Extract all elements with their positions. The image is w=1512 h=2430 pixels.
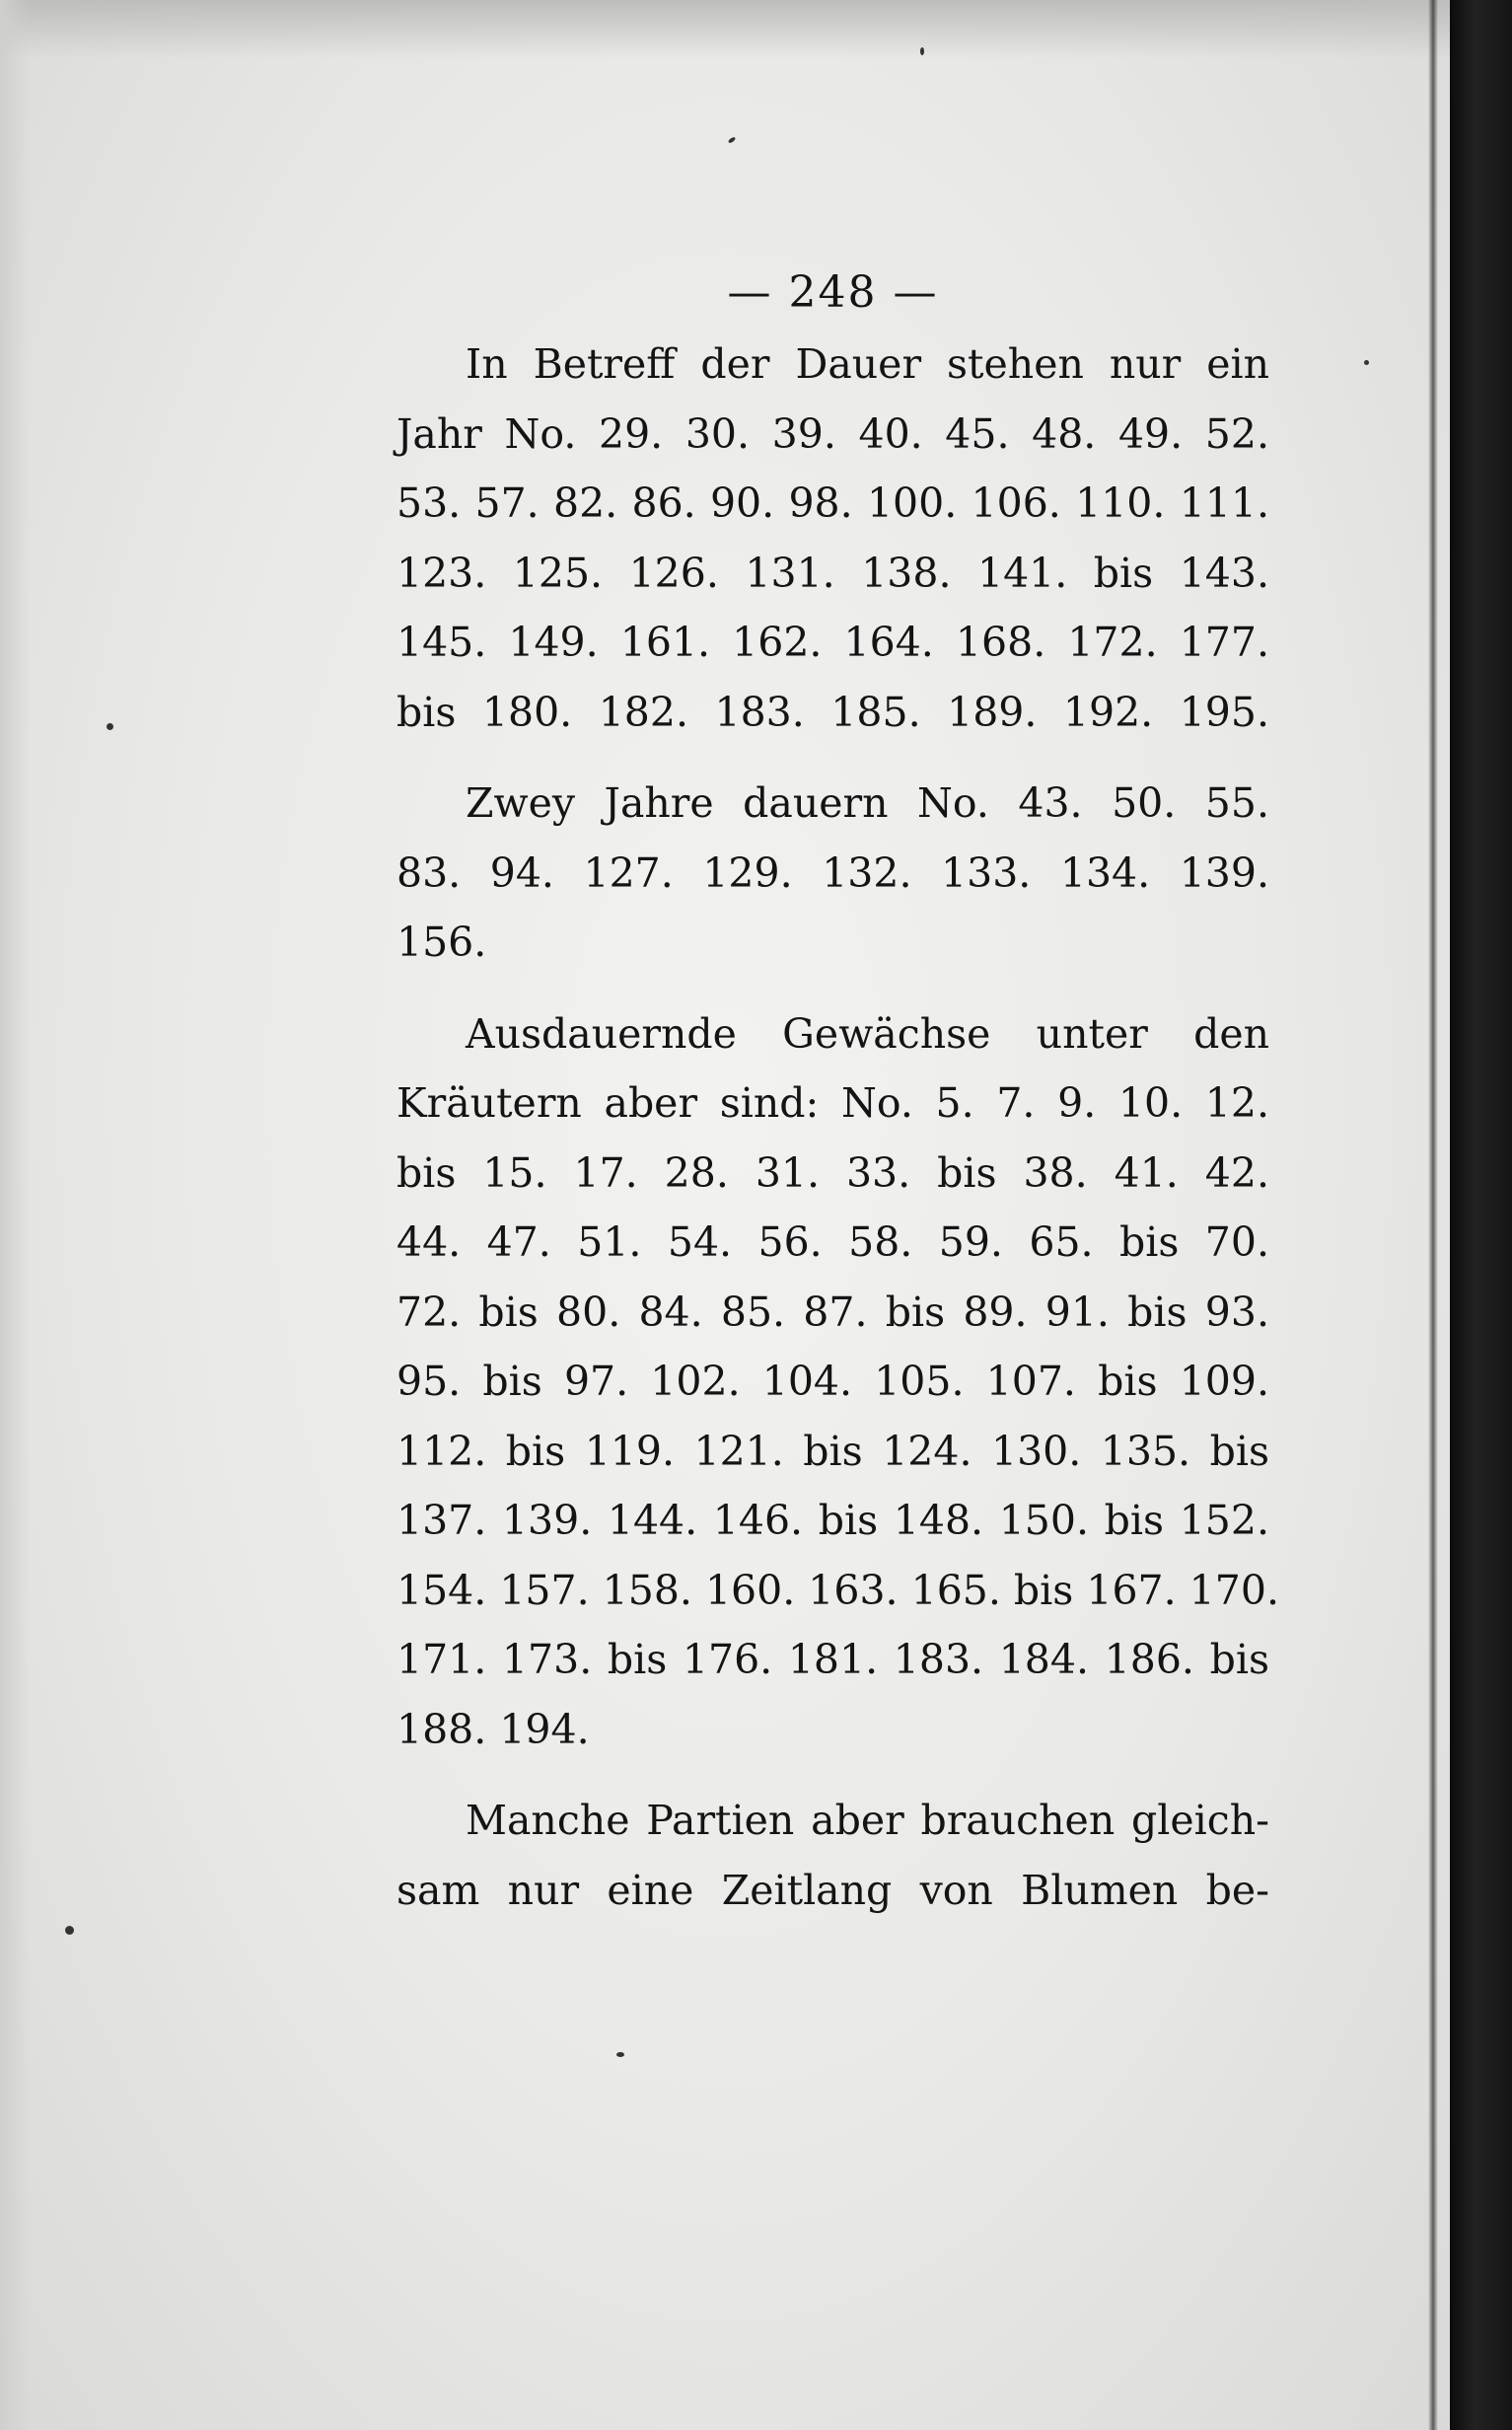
text-line: Zwey Jahre dauern No. 43. 50. 55. — [466, 779, 1269, 827]
page-number: — 248 — — [727, 267, 939, 318]
text-line: 44. 47. 51. 54. 56. 58. 59. 65. bis 70. — [396, 1218, 1269, 1266]
text-line: bis 180. 182. 183. 185. 189. 192. 195. — [396, 688, 1269, 736]
page-text — [396, 258, 1279, 1925]
book-edge-shadow — [1450, 0, 1512, 2430]
text-line: Ausdauernde Gewächse unter den — [466, 1009, 1269, 1058]
ink-speck — [616, 2052, 624, 2057]
ink-speck — [65, 1926, 74, 1935]
text-line: 154. 157. 158. 160. 163. 165. bis 167. 170. — [396, 1566, 1279, 1614]
text-line: sam nur eine Zeitlang von Blumen be- — [396, 1866, 1269, 1914]
text-line: 123. 125. 126. 131. 138. 141. bis 143. — [396, 549, 1269, 597]
text-line: Manche Partien aber brauchen gleich- — [466, 1797, 1269, 1844]
paragraph-partien — [396, 1786, 1269, 1925]
paragraph-perennial — [396, 999, 1279, 1765]
text-line: 171. 173. bis 176. 181. 183. 184. 186. bis — [396, 1636, 1269, 1683]
text-line: bis 15. 17. 28. 31. 33. bis 38. 41. 42. — [396, 1148, 1269, 1197]
text-line: Jahr No. 29. 30. 39. 40. 45. 48. 49. 52. — [396, 409, 1269, 458]
text-line: 53. 57. 82. 86. 90. 98. 100. 106. 110. 111. — [396, 479, 1269, 527]
text-line: 156. — [396, 919, 487, 966]
page-fold-shadow — [1428, 0, 1438, 2430]
paragraph-two-years — [396, 769, 1269, 978]
ink-speck — [728, 136, 737, 144]
text-line: 188. 194. — [396, 1705, 590, 1753]
text-line: Kräutern aber sind: No. 5. 7. 9. 10. 12. — [396, 1079, 1269, 1127]
ink-speck — [107, 723, 113, 730]
ink-speck — [920, 47, 924, 55]
ink-speck — [1364, 360, 1369, 365]
text-line: 72. bis 80. 84. 85. 87. bis 89. 91. bis 93. — [396, 1288, 1269, 1336]
text-line: 95. bis 97. 102. 104. 105. 107. bis 109. — [396, 1358, 1269, 1405]
paragraph-one-year — [396, 330, 1269, 747]
text-line: 137. 139. 144. 146. bis 148. 150. bis 152. — [396, 1497, 1269, 1544]
text-line: 83. 94. 127. 129. 132. 133. 134. 139. — [396, 848, 1269, 897]
text-line: 145. 149. 161. 162. 164. 168. 172. 177. — [396, 619, 1269, 666]
text-line: In Betreff der Dauer stehen nur ein — [466, 340, 1269, 388]
text-line: 112. bis 119. 121. bis 124. 130. 135. bis — [396, 1427, 1269, 1475]
